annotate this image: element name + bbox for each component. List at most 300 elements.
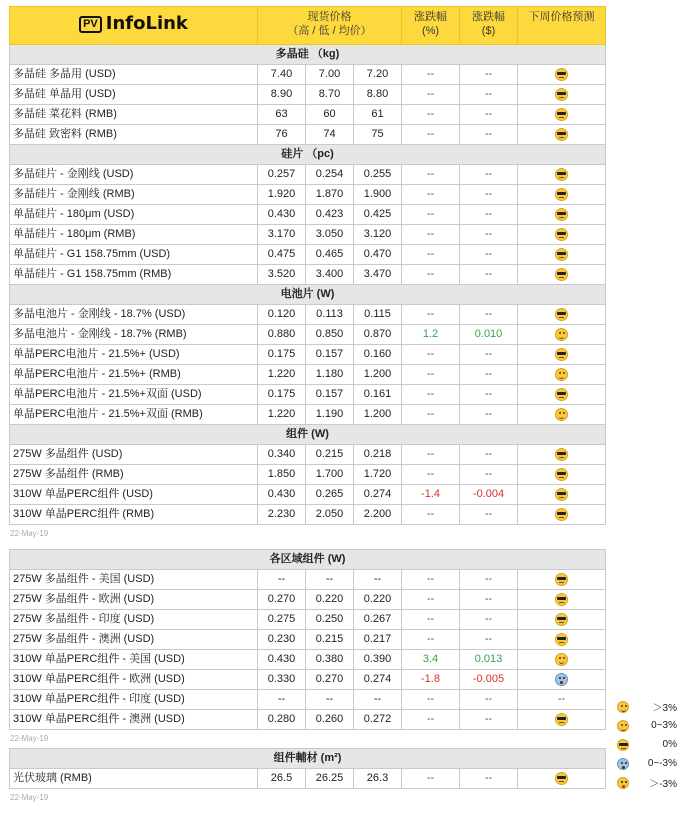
header-price-line1: 现货价格 [307,11,352,23]
cool-face-icon [555,508,568,521]
product-name: 多晶硅 多晶用 (USD) [10,65,258,85]
price-low: -- [306,690,354,710]
price-low: 60 [306,105,354,125]
smile-face-icon [617,701,629,713]
price-high: 0.175 [258,345,306,365]
section-header [10,45,606,65]
table-row [10,505,606,525]
cool-face-icon [555,468,568,481]
forecast-cell [518,105,606,125]
change-pct: -- [402,630,460,650]
cool-face-icon [555,128,568,141]
change-abs: 0.010 [460,325,518,345]
section-title: 组件 (W) [10,425,606,445]
change-abs: -- [460,225,518,245]
section-title: 电池片 (W) [10,285,606,305]
forecast-cell [518,405,606,425]
price-low: 8.70 [306,85,354,105]
legend-item [617,773,679,792]
table-row [10,105,606,125]
table-row [10,185,606,205]
section-header [10,749,606,769]
smile-face-icon [617,720,629,732]
change-abs: -- [460,445,518,465]
product-name: 多晶硅 菜花料 (RMB) [10,105,258,125]
cool-face-icon [555,188,568,201]
price-low: 1.700 [306,465,354,485]
change-pct: -- [402,690,460,710]
smile-face-icon [555,408,568,421]
price-low: 1.870 [306,185,354,205]
price-high: 1.220 [258,365,306,385]
price-avg: 7.20 [354,65,402,85]
change-abs: -- [460,65,518,85]
section-header [10,425,606,445]
price-high: 63 [258,105,306,125]
cool-face-icon [555,448,568,461]
change-abs: -- [460,305,518,325]
product-name: 多晶电池片 - 金刚线 - 18.7% (RMB) [10,325,258,345]
change-pct: -- [402,710,460,730]
price-avg: 0.160 [354,345,402,365]
price-report [9,6,605,807]
price-high: 0.270 [258,590,306,610]
forecast-cell [518,165,606,185]
table-row [10,65,606,85]
forecast-cell [518,445,606,465]
price-avg: 0.115 [354,305,402,325]
cool-face-icon [555,713,568,726]
price-avg: -- [354,570,402,590]
forecast-cell [518,630,606,650]
price-high: 0.120 [258,305,306,325]
price-avg: 0.274 [354,485,402,505]
section-header [10,550,606,570]
legend-item [617,716,679,735]
cool-face-icon [555,348,568,361]
product-name: 310W 单晶PERC组件 - 美国 (USD) [10,650,258,670]
legend-label: 0~3% [651,720,677,731]
table-row [10,630,606,650]
price-low: 0.380 [306,650,354,670]
price-avg: 1.200 [354,405,402,425]
legend-item [617,754,679,773]
price-high: 0.175 [258,385,306,405]
product-name: 单晶硅片 - 180μm (RMB) [10,225,258,245]
price-avg: 1.900 [354,185,402,205]
change-pct: -- [402,345,460,365]
price-avg: 0.274 [354,670,402,690]
price-low: 0.250 [306,610,354,630]
change-abs: -0.004 [460,485,518,505]
header-change-abs-line1: 涨跌幅 [472,11,506,23]
change-abs: -- [460,465,518,485]
price-high: 0.475 [258,245,306,265]
forecast-cell [518,325,606,345]
table-row [10,385,606,405]
header-change-pct [402,7,460,45]
price-avg: 1.720 [354,465,402,485]
price-avg: 3.470 [354,265,402,285]
price-low: 7.00 [306,65,354,85]
change-pct: -- [402,125,460,145]
change-abs: 0.013 [460,650,518,670]
table-row [10,365,606,385]
cool-face-icon [555,108,568,121]
change-pct: 1.2 [402,325,460,345]
price-avg: 26.3 [354,769,402,789]
price-avg: 0.272 [354,710,402,730]
product-name: 275W 多晶组件 - 印度 (USD) [10,610,258,630]
price-high: 0.275 [258,610,306,630]
price-table-materials [9,748,606,789]
cool-face-icon [555,228,568,241]
product-name: 多晶硅 单晶用 (USD) [10,85,258,105]
header-forecast-label: 下周价格预测 [528,11,595,23]
forecast-cell [518,465,606,485]
shock-face-icon [617,777,629,789]
price-low: 0.157 [306,345,354,365]
price-high: -- [258,690,306,710]
header-price [258,7,402,45]
cool-face-icon [555,168,568,181]
product-name: 单晶PERC电池片 - 21.5%+双面 (USD) [10,385,258,405]
price-avg: 0.425 [354,205,402,225]
price-avg: 0.161 [354,385,402,405]
forecast-cell [518,125,606,145]
price-high: 1.920 [258,185,306,205]
price-low: 2.050 [306,505,354,525]
price-low: 0.423 [306,205,354,225]
report-date: 22-May-19 [10,529,49,538]
section-header [10,285,606,305]
price-avg: 8.80 [354,85,402,105]
change-abs: -- [460,769,518,789]
cool-face-icon [555,772,568,785]
change-pct: -- [402,465,460,485]
change-abs: -- [460,385,518,405]
price-high: 8.90 [258,85,306,105]
cool-face-icon [555,488,568,501]
change-pct: -- [402,205,460,225]
logo-badge: PV [79,16,102,33]
legend-item [617,697,679,716]
header-change-pct-line2: (%) [421,25,440,37]
smile-face-icon [555,368,568,381]
price-avg: 0.255 [354,165,402,185]
price-low: 1.190 [306,405,354,425]
forecast-cell [518,85,606,105]
table-row [10,465,606,485]
table-row [10,590,606,610]
change-abs: -- [460,85,518,105]
legend-item [617,735,679,754]
change-abs: -- [460,165,518,185]
forecast-cell [518,650,606,670]
price-high: 2.230 [258,505,306,525]
change-pct: -- [402,570,460,590]
product-name: 多晶硅片 - 金刚线 (USD) [10,165,258,185]
price-high: 3.170 [258,225,306,245]
product-name: 单晶硅片 - G1 158.75mm (USD) [10,245,258,265]
price-low: 0.220 [306,590,354,610]
infolink-logo [10,10,257,38]
product-name: 275W 多晶组件 (USD) [10,445,258,465]
change-pct: -- [402,385,460,405]
table-row [10,325,606,345]
table-row [10,85,606,105]
change-pct: -1.8 [402,670,460,690]
section-title: 硅片 （pc) [10,145,606,165]
change-pct: -- [402,445,460,465]
price-high: 0.430 [258,485,306,505]
table-row [10,610,606,630]
legend-label: ＞3% [652,703,677,714]
change-pct: 3.4 [402,650,460,670]
product-name: 单晶PERC电池片 - 21.5%+ (RMB) [10,365,258,385]
table-row [10,690,606,710]
table-row [10,205,606,225]
logo-name: InfoLink [105,13,188,34]
forecast-cell [518,670,606,690]
price-high: 0.280 [258,710,306,730]
price-low: 0.265 [306,485,354,505]
product-name: 275W 多晶组件 - 澳洲 (USD) [10,630,258,650]
forecast-cell [518,265,606,285]
price-low: 3.400 [306,265,354,285]
price-avg: 0.870 [354,325,402,345]
product-name: 310W 单晶PERC组件 - 印度 (USD) [10,690,258,710]
price-avg: 0.218 [354,445,402,465]
cool-face-icon [555,308,568,321]
forecast-legend [617,697,679,792]
report-date: 22-May-19 [10,793,49,802]
change-pct: -- [402,225,460,245]
change-pct: -1.4 [402,485,460,505]
product-name: 多晶硅 致密料 (RMB) [10,125,258,145]
change-pct: -- [402,65,460,85]
price-avg: -- [354,690,402,710]
product-name: 310W 单晶PERC组件 - 欧洲 (USD) [10,670,258,690]
product-name: 单晶PERC电池片 - 21.5%+ (USD) [10,345,258,365]
change-abs: -- [460,505,518,525]
change-abs: -- [460,610,518,630]
price-high: 0.340 [258,445,306,465]
product-name: 单晶硅片 - 180μm (USD) [10,205,258,225]
legend-label: ＞-3% [649,779,677,790]
table-row [10,405,606,425]
change-pct: -- [402,769,460,789]
header-forecast [518,7,606,45]
change-pct: -- [402,165,460,185]
price-avg: 0.470 [354,245,402,265]
price-high: 0.230 [258,630,306,650]
change-abs: -- [460,265,518,285]
legend-label: 0~-3% [647,758,677,769]
product-name: 310W 单晶PERC组件 (RMB) [10,505,258,525]
price-avg: 75 [354,125,402,145]
table-row [10,225,606,245]
price-high: -- [258,570,306,590]
change-abs: -- [460,185,518,205]
header-change-abs [460,7,518,45]
smile-face-icon [555,328,568,341]
price-high: 3.520 [258,265,306,285]
price-low: 0.270 [306,670,354,690]
scream-face-icon [617,758,629,770]
price-high: 1.850 [258,465,306,485]
price-high: 7.40 [258,65,306,85]
table-row [10,650,606,670]
change-abs: -- [460,690,518,710]
change-abs: -- [460,710,518,730]
price-avg: 0.390 [354,650,402,670]
price-high: 0.880 [258,325,306,345]
forecast-cell [518,710,606,730]
cool-face-icon [555,613,568,626]
forecast-cell [518,385,606,405]
change-abs: -- [460,590,518,610]
table-row [10,265,606,285]
change-pct: -- [402,365,460,385]
table-header [10,7,606,45]
change-abs: -- [460,570,518,590]
product-name: 310W 单晶PERC组件 - 澳洲 (USD) [10,710,258,730]
change-abs: -- [460,205,518,225]
product-name: 多晶电池片 - 金刚线 - 18.7% (USD) [10,305,258,325]
price-low: -- [306,570,354,590]
forecast-cell [518,65,606,85]
price-table-main [9,6,606,525]
table-row [10,345,606,365]
price-low: 0.850 [306,325,354,345]
header-price-line2: （高 / 低 / 均价） [287,25,372,37]
forecast-cell [518,305,606,325]
price-avg: 3.120 [354,225,402,245]
table-row [10,125,606,145]
price-avg: 0.217 [354,630,402,650]
section-header [10,145,606,165]
forecast-cell [518,245,606,265]
change-abs: -- [460,630,518,650]
cool-face-icon [555,88,568,101]
price-low: 1.180 [306,365,354,385]
price-avg: 0.267 [354,610,402,630]
table-row [10,165,606,185]
forecast-cell [518,485,606,505]
change-pct: -- [402,405,460,425]
price-high: 0.330 [258,670,306,690]
cool-face-icon [555,633,568,646]
product-name: 275W 多晶组件 (RMB) [10,465,258,485]
change-abs: -- [460,245,518,265]
table-row [10,245,606,265]
header-change-pct-line1: 涨跌幅 [414,11,448,23]
table-row [10,485,606,505]
forecast-cell [518,345,606,365]
change-pct: -- [402,85,460,105]
price-low: 0.254 [306,165,354,185]
price-low: 0.215 [306,630,354,650]
product-name: 单晶硅片 - G1 158.75mm (RMB) [10,265,258,285]
section-title: 多晶硅 （kg) [10,45,606,65]
price-high: 0.257 [258,165,306,185]
product-name: 多晶硅片 - 金刚线 (RMB) [10,185,258,205]
table-row [10,670,606,690]
cool-face-icon [555,68,568,81]
price-low: 26.25 [306,769,354,789]
change-abs: -- [460,345,518,365]
table-row [10,570,606,590]
price-low: 0.113 [306,305,354,325]
product-name: 单晶PERC电池片 - 21.5%+双面 (RMB) [10,405,258,425]
forecast-cell [518,590,606,610]
scream-face-icon [555,673,568,686]
report-date: 22-May-19 [10,734,49,743]
price-avg: 61 [354,105,402,125]
forecast-cell [518,365,606,385]
price-avg: 1.200 [354,365,402,385]
price-low: 0.157 [306,385,354,405]
cool-face-icon [555,593,568,606]
price-low: 0.215 [306,445,354,465]
section-title: 各区域组件 (W) [10,550,606,570]
change-pct: -- [402,265,460,285]
change-abs: -- [460,105,518,125]
price-high: 76 [258,125,306,145]
product-name: 光伏玻璃 (RMB) [10,769,258,789]
cool-face-icon [555,268,568,281]
header-change-abs-line2: ($) [481,25,496,37]
change-pct: -- [402,185,460,205]
product-name: 275W 多晶组件 - 欧洲 (USD) [10,590,258,610]
price-avg: 2.200 [354,505,402,525]
price-high: 26.5 [258,769,306,789]
change-abs: -- [460,365,518,385]
table-row [10,445,606,465]
forecast-cell [518,185,606,205]
table-row [10,769,606,789]
legend-label: 0% [662,739,677,750]
forecast-cell [518,505,606,525]
forecast-cell [518,225,606,245]
price-avg: 0.220 [354,590,402,610]
change-pct: -- [402,305,460,325]
logo-cell [10,7,258,45]
smile-face-icon [555,653,568,666]
table-row [10,710,606,730]
price-high: 0.430 [258,650,306,670]
change-abs: -- [460,125,518,145]
price-low: 3.050 [306,225,354,245]
price-low: 0.465 [306,245,354,265]
change-abs: -0.005 [460,670,518,690]
price-table-regional [9,549,606,730]
price-low: 74 [306,125,354,145]
product-name: 275W 多晶组件 - 美国 (USD) [10,570,258,590]
change-pct: -- [402,610,460,630]
forecast-cell [518,205,606,225]
forecast-cell [518,570,606,590]
section-title: 组件輔材 (m²) [10,749,606,769]
change-pct: -- [402,505,460,525]
price-high: 1.220 [258,405,306,425]
cool-face-icon [555,573,568,586]
price-high: 0.430 [258,205,306,225]
cool-face-icon [617,739,629,751]
change-pct: -- [402,245,460,265]
cool-face-icon [555,388,568,401]
